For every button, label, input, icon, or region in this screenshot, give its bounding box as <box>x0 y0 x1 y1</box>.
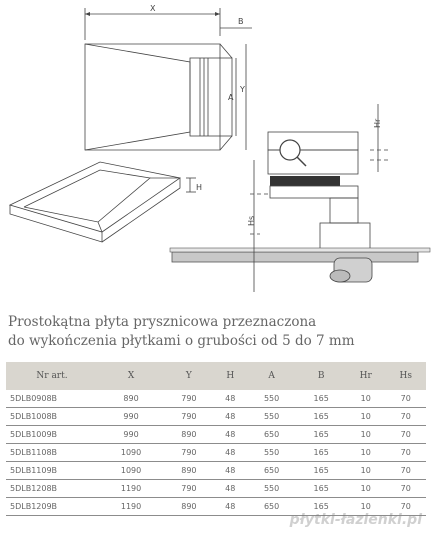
table-cell: 1090 <box>98 462 164 480</box>
table-cell: 165 <box>296 480 346 498</box>
table-cell: 48 <box>214 426 247 444</box>
table-cell: 48 <box>214 462 247 480</box>
watermark: płytki-łazienki.pl <box>289 512 422 528</box>
table-row <box>6 462 426 480</box>
label-b: B <box>238 17 244 26</box>
spec-table <box>6 362 426 516</box>
table-cell: 10 <box>346 462 385 480</box>
isometric-view <box>10 162 202 242</box>
table-cell: 70 <box>385 444 426 462</box>
table-cell: 70 <box>385 498 426 516</box>
col-header-h: H <box>214 362 247 390</box>
table-body <box>6 390 426 516</box>
table-cell: 5DLB1109B <box>6 462 98 480</box>
table-cell: 48 <box>214 480 247 498</box>
table-cell: 70 <box>385 480 426 498</box>
table-row <box>6 444 426 462</box>
table-cell: 5DLB1009B <box>6 426 98 444</box>
table-cell: 48 <box>214 498 247 516</box>
table-cell: 1190 <box>98 480 164 498</box>
table-header-row <box>6 362 426 390</box>
table-cell: 165 <box>296 390 346 408</box>
label-hr: Hr <box>373 118 382 128</box>
table-cell: 10 <box>346 390 385 408</box>
caption-line-1: Prostokątna płyta prysznicowa przeznaczona <box>8 314 317 330</box>
table-cell: 10 <box>346 444 385 462</box>
table-cell: 10 <box>346 480 385 498</box>
table-cell: 70 <box>385 390 426 408</box>
table-cell: 48 <box>214 408 247 426</box>
table-cell: 550 <box>247 390 297 408</box>
table-cell: 5DLB1108B <box>6 444 98 462</box>
label-a: A <box>228 93 234 102</box>
col-header-x: X <box>98 362 164 390</box>
table-cell: 5DLB1209B <box>6 498 98 516</box>
table-cell: 165 <box>296 426 346 444</box>
table-cell: 165 <box>296 444 346 462</box>
table-cell: 790 <box>164 480 214 498</box>
col-header-a: A <box>247 362 297 390</box>
table-cell: 890 <box>164 426 214 444</box>
label-h: H <box>196 183 203 192</box>
table-cell: 990 <box>98 426 164 444</box>
product-caption <box>8 313 428 351</box>
col-header-b: B <box>296 362 346 390</box>
table-cell: 550 <box>247 408 297 426</box>
table-cell: 5DLB1208B <box>6 480 98 498</box>
table-cell: 48 <box>214 444 247 462</box>
table-row <box>6 390 426 408</box>
table-cell: 890 <box>164 498 214 516</box>
table-cell: 165 <box>296 462 346 480</box>
table-cell: 10 <box>346 426 385 444</box>
label-y: Y <box>240 85 245 94</box>
table-cell: 1090 <box>98 444 164 462</box>
table-cell: 1190 <box>98 498 164 516</box>
col-header-nr-art: Nr art. <box>6 362 98 390</box>
table-cell: 10 <box>346 408 385 426</box>
table-cell: 70 <box>385 426 426 444</box>
table-cell: 10 <box>346 498 385 516</box>
table-row <box>6 426 426 444</box>
table-cell: 650 <box>247 426 297 444</box>
top-view <box>85 4 252 150</box>
table-cell: 790 <box>164 408 214 426</box>
table-cell: 70 <box>385 462 426 480</box>
table-cell: 165 <box>296 408 346 426</box>
table-cell: 5DLB0908B <box>6 390 98 408</box>
table-row <box>6 408 426 426</box>
label-x: X <box>150 4 156 13</box>
table-cell: 890 <box>164 462 214 480</box>
table-cell: 5DLB1008B <box>6 408 98 426</box>
table-row <box>6 480 426 498</box>
table-cell: 990 <box>98 408 164 426</box>
col-header-hr: Hr <box>346 362 385 390</box>
table-cell: 790 <box>164 444 214 462</box>
col-header-y: Y <box>164 362 214 390</box>
table-cell: 70 <box>385 408 426 426</box>
table-cell: 650 <box>247 498 297 516</box>
table-cell: 550 <box>247 480 297 498</box>
cross-section <box>170 104 430 292</box>
table-cell: 890 <box>98 390 164 408</box>
table-cell: 650 <box>247 462 297 480</box>
table-cell: 790 <box>164 390 214 408</box>
table-cell: 48 <box>214 390 247 408</box>
table-cell: 165 <box>296 498 346 516</box>
caption-line-2: do wykończenia płytkami o grubości od 5 do 7 mm <box>8 333 355 349</box>
label-hs: Hs <box>247 215 256 226</box>
table-cell: 550 <box>247 444 297 462</box>
col-header-hs: Hs <box>385 362 426 390</box>
